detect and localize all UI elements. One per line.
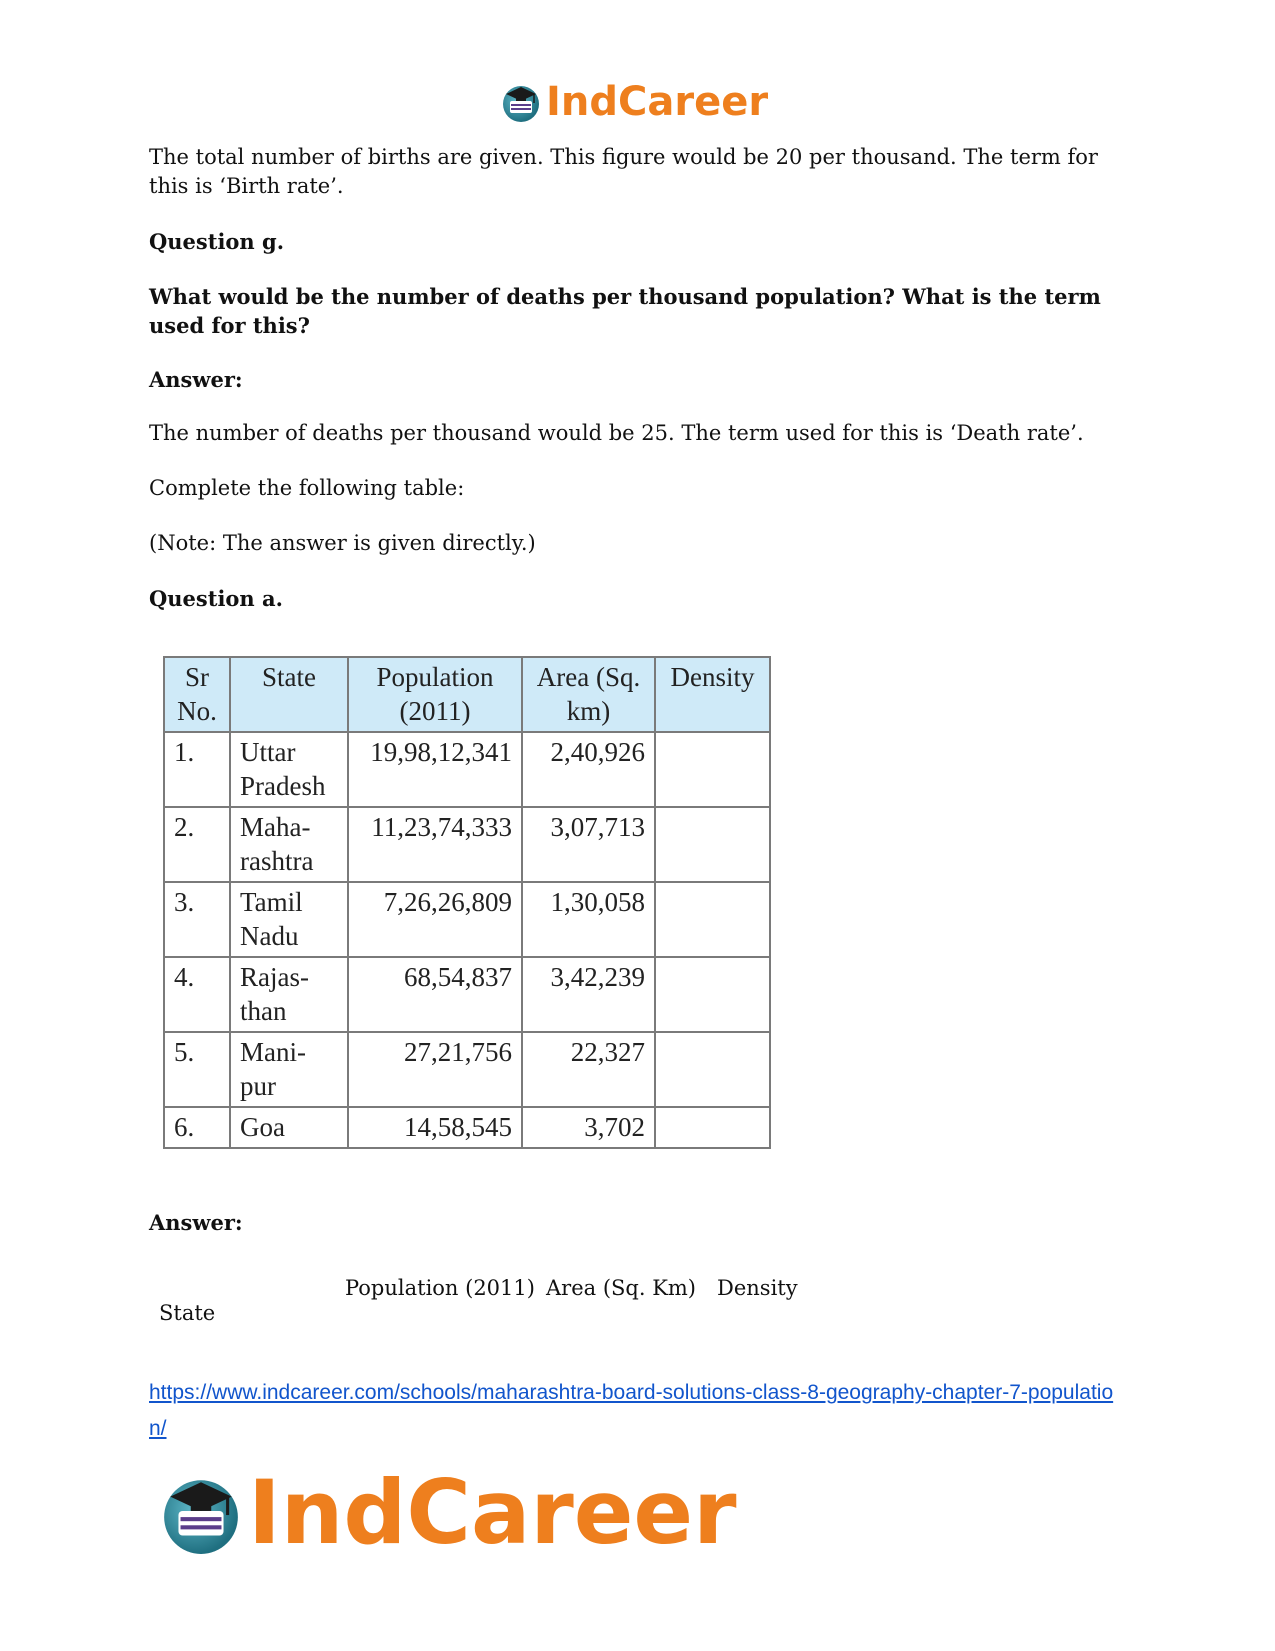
graduation-cap-globe-icon [158,1470,244,1556]
header-state: State [230,657,348,732]
cell-area: 1,30,058 [522,882,655,957]
cell-population: 27,21,756 [348,1032,522,1107]
header-logo-text: IndCareer [546,79,769,125]
cell-density [655,1107,770,1148]
header-density: Density [655,657,770,732]
source-link[interactable]: https://www.indcareer.com/schools/maharashtra-board-solutions-class-8-geography-chapter-7-population/ [149,1381,1114,1440]
cell-population: 19,98,12,341 [348,732,522,807]
cell-density [655,882,770,957]
table-row [164,957,770,1032]
note-text: (Note: The answer is given directly.) [149,531,536,555]
table-row [164,1032,770,1107]
table-row [164,807,770,882]
cell-state: Goa [230,1107,348,1148]
cell-sr: 4. [164,957,230,1032]
answer-header-population: Population (2011) [345,1276,535,1300]
question-a-label: Question a. [149,586,283,611]
cell-state: Mani-pur [230,1032,348,1107]
cell-sr: 5. [164,1032,230,1107]
header-sr-no: Sr No. [164,657,230,732]
answer-header-density: Density [717,1276,798,1300]
cell-sr: 2. [164,807,230,882]
cell-density [655,1032,770,1107]
question-g-label: Question g. [149,229,285,254]
paragraph-birth-rate: The total number of births are given. This figure would be 20 per thousand. The term for this is ‘Birth rate’. [149,145,1098,198]
header-area: Area (Sq. km) [522,657,655,732]
cell-state: Maha-rashtra [230,807,348,882]
cell-area: 3,42,239 [522,957,655,1032]
table-row [164,732,770,807]
cell-density [655,732,770,807]
cell-state: Rajas-than [230,957,348,1032]
population-table [163,656,771,1149]
answer-header-state: State [159,1301,216,1325]
table-row [164,1107,770,1148]
table-header-row [164,657,770,732]
answer-death-rate: The number of deaths per thousand would be 25. The term used for this is ‘Death rate’. [149,421,1084,445]
table-instruction: Complete the following table: [149,476,465,500]
cell-sr: 6. [164,1107,230,1148]
table-row [164,882,770,957]
answer-label: Answer: [149,367,243,392]
cell-density [655,957,770,1032]
question-g-text: What would be the number of deaths per thousand population? What is the term used for this? [149,284,1101,338]
cell-population: 7,26,26,809 [348,882,522,957]
answer-label-2: Answer: [149,1210,243,1235]
answer-header-area: Area (Sq. Km) [546,1276,696,1300]
cell-state: Tamil Nadu [230,882,348,957]
cell-area: 3,702 [522,1107,655,1148]
graduation-cap-globe-icon [500,81,542,123]
cell-population: 68,54,837 [348,957,522,1032]
header-population: Population (2011) [348,657,522,732]
footer-logo-text: IndCareer [248,1461,737,1564]
cell-density [655,807,770,882]
header-logo [500,78,768,126]
cell-sr: 3. [164,882,230,957]
cell-population: 11,23,74,333 [348,807,522,882]
cell-area: 22,327 [522,1032,655,1107]
cell-population: 14,58,545 [348,1107,522,1148]
cell-area: 2,40,926 [522,732,655,807]
cell-sr: 1. [164,732,230,807]
cell-state: Uttar Pradesh [230,732,348,807]
cell-area: 3,07,713 [522,807,655,882]
footer-logo [158,1461,737,1564]
